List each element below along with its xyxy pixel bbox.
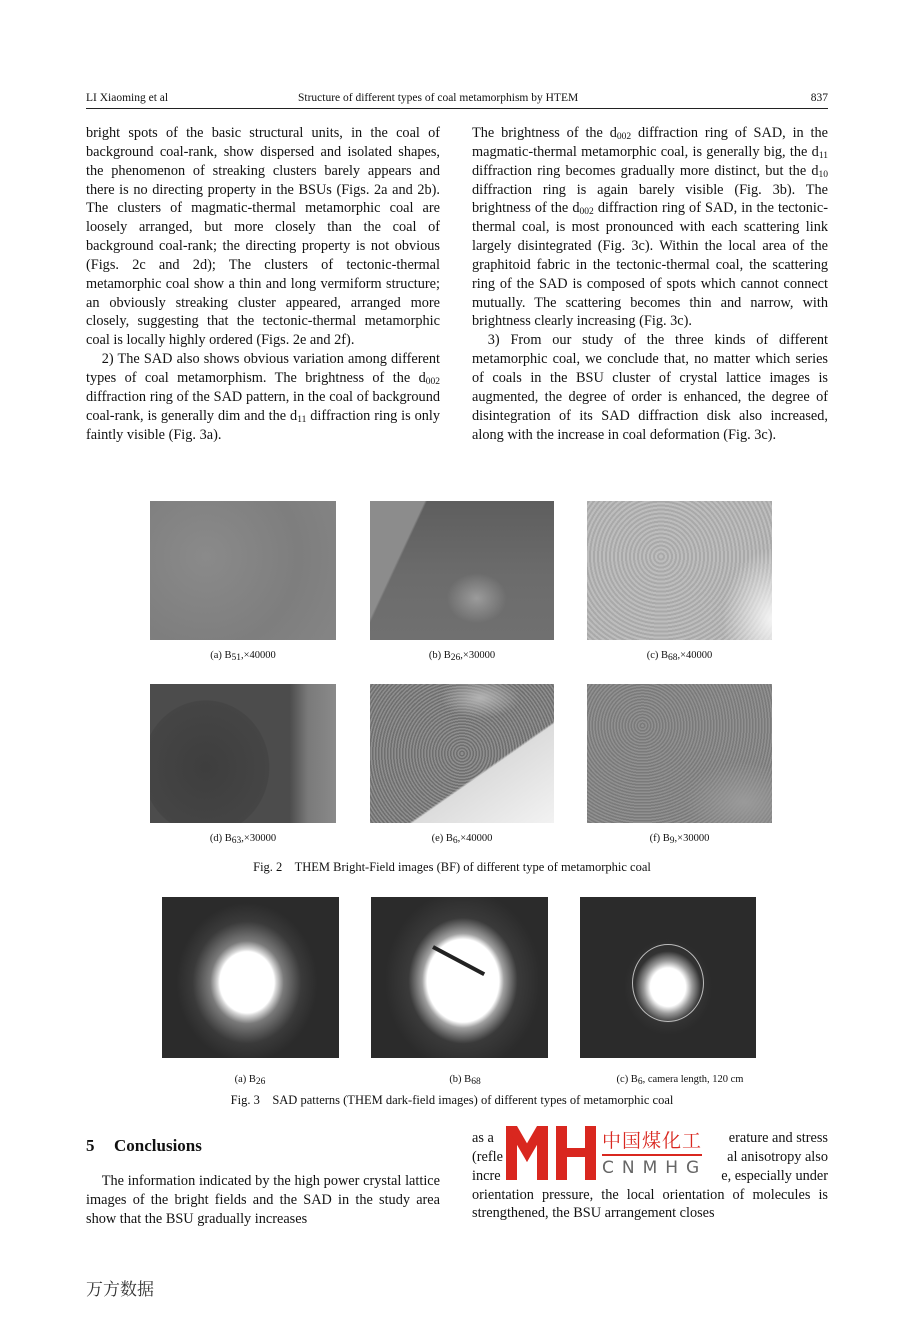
- figure-2b-image: [370, 501, 554, 640]
- text-line: (refle al anisotropy also: [472, 1148, 828, 1165]
- diffraction-ring: [632, 944, 704, 1022]
- watermark-chinese-text: 中国煤化工: [602, 1126, 704, 1153]
- figure-2d-image: [150, 684, 336, 823]
- header-running-title: Structure of different types of coal metamorphism by HTEM: [298, 92, 579, 104]
- paragraph: bright spots of the basic structural units, in the coal of background coal-rank, show dispersed and isolated shapes, the phenomenon of streaking clusters barely appears and there is no directing property in the BSUs (Figs. 2a and 2b). The clusters of magmatic-thermal metamorphic coal are loosely arranged, but more closely than the coal of background coal-rank; the directing property is not obvious (Figs. 2c and 2d); The clusters of tectonic-thermal metamorphic coal show a thin and long vermiform structure; an obviously streaking cluster appeared, arranged more closely, suggesting that the tectonic-thermal metamorphic coal is locally highly ordered (Figs. 2e and 2f).: [86, 125, 440, 349]
- text-line: as a erature and stress: [472, 1130, 828, 1146]
- footer-brand: 万方数据: [86, 1280, 154, 1300]
- figure-2c-caption: (c) $B_{68},\times 40000$: [646, 650, 713, 663]
- figure-2b-caption: (b) $B_{26},\times 30000$: [428, 650, 496, 663]
- subscript: 002: [425, 376, 440, 387]
- figure-2e-image: [370, 684, 554, 823]
- paragraph: [86, 350, 440, 444]
- figure-3b-caption: (b) $B_{68}$: [449, 1074, 481, 1087]
- figure-3b-image: [371, 897, 548, 1058]
- figure-2a-image: [150, 501, 336, 640]
- figure-2d-caption: (d) $B_{63},\times 30000$: [209, 833, 277, 846]
- subscript: 10: [818, 169, 828, 180]
- subscript: 002: [579, 207, 594, 218]
- figure-2-title: Fig. 2 THEM Bright-Field images (BF) of different type of metamorphic coal: [253, 860, 651, 874]
- figure-3c-image: [580, 897, 756, 1058]
- subscript: 002: [616, 132, 632, 142]
- section-heading: [86, 1136, 202, 1156]
- figure-2a-caption: (a) $B_{51},\times 40000$: [210, 650, 276, 663]
- running-header: [86, 91, 828, 109]
- paragraph: orientation pressure, the local orientation of molecules is strengthened, the BSU arrangement closes: [472, 1186, 828, 1222]
- text-run: diffraction ring becomes gradually more distinct, but the d: [472, 162, 819, 179]
- subscript: 11: [818, 150, 828, 161]
- right-column: [472, 124, 828, 444]
- text-run: 2) The SAD also shows obvious variation among different types of coal metamorphism. The brightness of the d: [86, 351, 440, 386]
- watermark-english-text: CNMHG: [602, 1158, 708, 1178]
- watermark-divider: [602, 1154, 702, 1156]
- figure-2f-caption: (f) $B_9,\times 30000$: [649, 833, 710, 846]
- mh-logo-icon: [504, 1124, 598, 1182]
- figure-3a-caption: (a) $B_{26}$: [234, 1074, 266, 1087]
- text-run: diffraction ring is only faintly visible (Fig. 3a).: [86, 407, 441, 443]
- section-number: 5: [86, 1136, 95, 1155]
- paragraph: The information indicated by the high power crystal lattice images of the bright fields and the SAD in the study area show that the BSU gradually increases: [86, 1173, 440, 1227]
- text-run: diffraction ring of SAD, in the magmatic-thermal metamorphic coal, is generally big, the d: [472, 125, 828, 160]
- header-authors: LI Xiaoming et al: [86, 92, 169, 104]
- text-line: incre e, especially under: [472, 1167, 828, 1184]
- text-run: diffraction ring is again barely visible (Fig. 3b). The brightness of the d: [472, 181, 828, 217]
- figure-2c-image: [587, 501, 772, 640]
- text-run: The brightness of the d: [472, 125, 617, 141]
- figure-3a-image: [162, 897, 339, 1058]
- figure-3-title: Fig. 3 SAD patterns (THEM dark-field images) of different types of metamorphic coal: [230, 1093, 674, 1107]
- text-run: diffraction ring of SAD, in the tectonic-thermal coal, is most pronounced with each scattering link largely disintegrated (Fig. 3c). Within the local area of the graphitoid fabric in the tectonic-thermal coal, the scattering ring of the SAD is composed of spots which cannot connect mutually. The scattering becomes thin and narrow, with brightness clearly increasing (Fig. 3c).: [472, 200, 828, 330]
- figure-3c-caption: (c) $B_6$, camera length, 120 cm: [616, 1074, 744, 1087]
- beam-stop-shadow: [432, 945, 485, 976]
- figure-2e-caption: (e) $B_6,\times 40000$: [431, 833, 493, 846]
- paragraph: 3) From our study of the three kinds of different metamorphic coal, we conclude that, no matter which series of coals in the BSU cluster of crystal lattice images is augmented, the degree of order is enhanced, the degree of disintegration of its SAD diffraction disk also increased, along with the increase in coal deformation (Fig. 3c).: [472, 332, 828, 443]
- figure-2f-image: [587, 684, 772, 823]
- left-column: [86, 124, 440, 444]
- section-title: Conclusions: [114, 1136, 202, 1155]
- paragraph: [472, 124, 828, 331]
- conclusions-left-column: [86, 1172, 440, 1229]
- subscript: 11: [297, 414, 307, 425]
- text-run: diffraction ring of the SAD pattern, in the coal of background coal-rank, is generally dim and the d: [86, 388, 440, 424]
- header-page-number: 837: [810, 92, 828, 104]
